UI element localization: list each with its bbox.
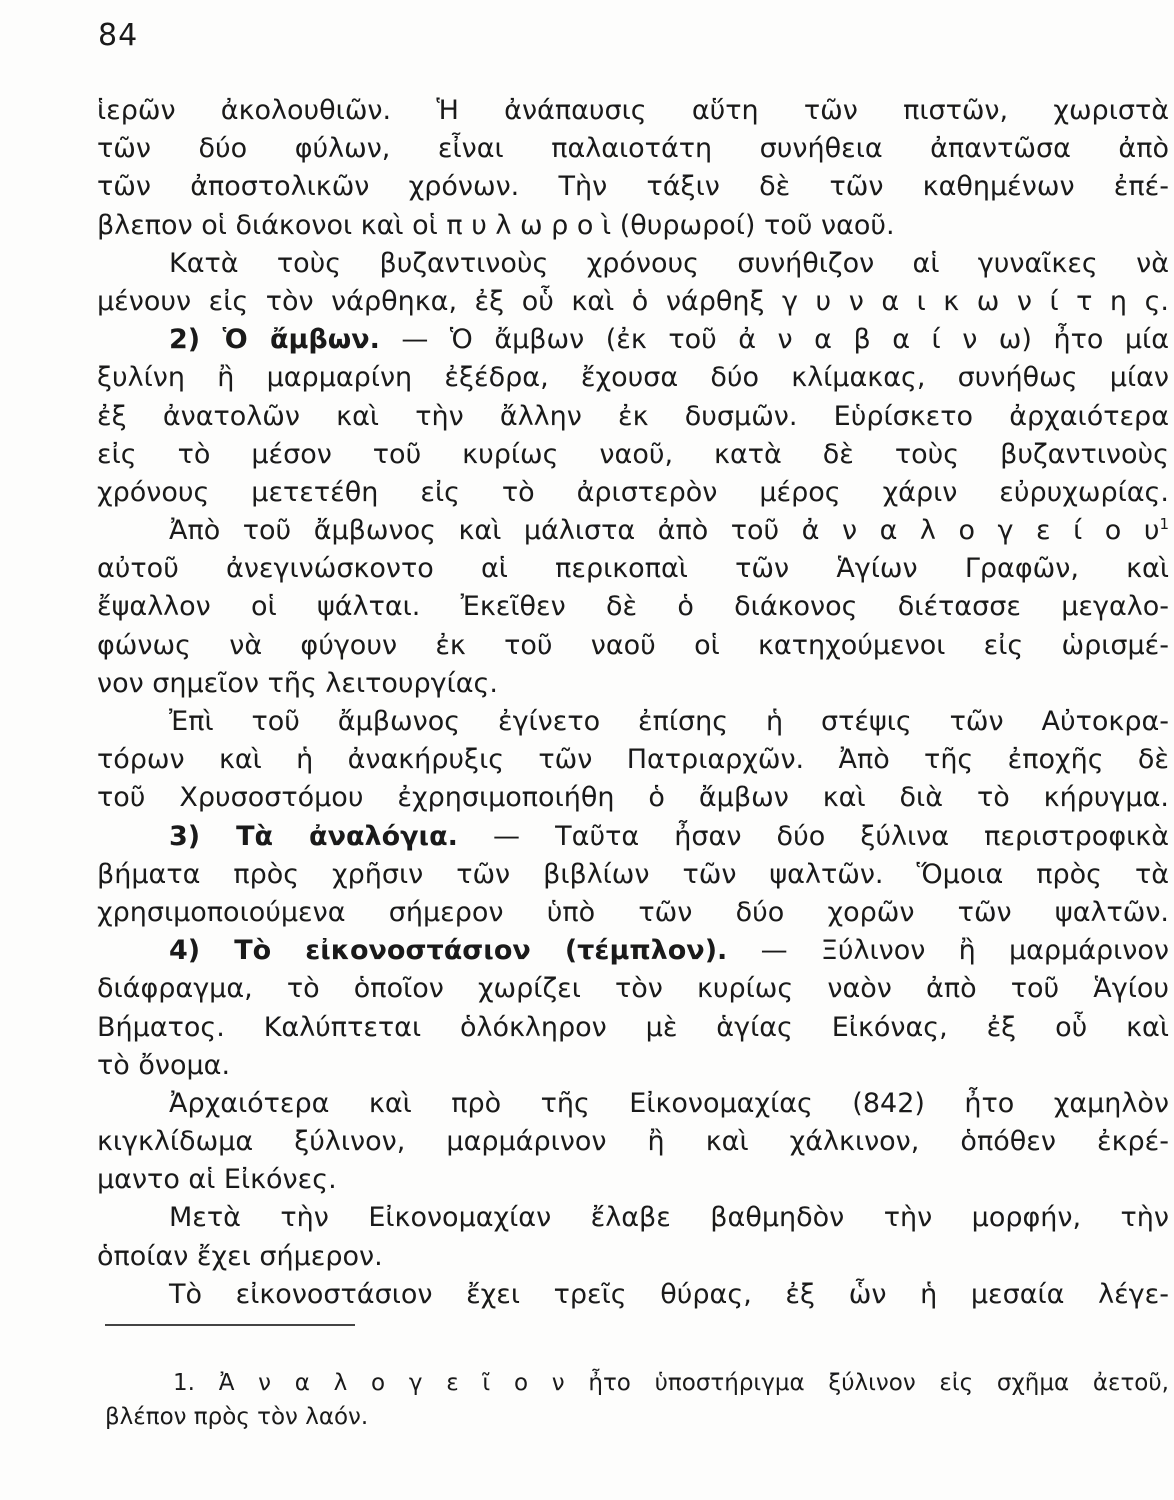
section-heading: 2) Ὁ ἄμβων. — [169, 324, 380, 356]
footnote-line: 1. Ἀ ν α λ ο γ ε ῖ ο ν ἦτο ὑποστήριγμα ξύλινον εἰς σχῆμα ἀετοῦ, — [173, 1370, 1169, 1396]
text-line: μένουν εἰς τὸν νάρθηκα, ἐξ οὗ καὶ ὁ νάρθηξ γ υ ν α ι κ ω ν ί τ η ς. — [97, 285, 1169, 317]
text-line: χρόνους μετετέθη εἰς τὸ ἀριστερὸν μέρος χάριν εὐρυχωρίας. — [97, 476, 1169, 508]
text-line: διάφραγμα, τὸ ὁποῖον χωρίζει τὸν κυρίως ναὸν ἀπὸ τοῦ Ἁγίου — [97, 973, 1169, 1005]
body-text — [97, 92, 1169, 1314]
text-line: εἰς τὸ μέσον τοῦ κυρίως ναοῦ, κατὰ δὲ τοὺς βυζαντινοὺς — [97, 438, 1169, 470]
section-heading-line — [97, 818, 1169, 856]
footnotes — [105, 1366, 1169, 1434]
text-line — [97, 512, 1169, 550]
text-run: — Ξύλινον ἢ μαρμάρινον — [760, 935, 1169, 967]
text-line: κιγκλίδωμα ξύλινον, μαρμάρινον ἢ καὶ χάλκινον, ὁπόθεν ἐκρέ- — [97, 1126, 1169, 1158]
text-run: — Ὁ ἄμβων (ἐκ τοῦ ἀ ν α β α ί ν ω) ἦτο μία — [401, 324, 1169, 356]
text-line: Τὸ εἰκονοστάσιον ἔχει τρεῖς θύρας, ἐξ ὧν ἡ μεσαία λέγε- — [169, 1278, 1169, 1310]
text-line: Ἀρχαιότερα καὶ πρὸ τῆς Εἰκονομαχίας (842) ἦτο χαμηλὸν — [169, 1087, 1169, 1119]
text-line: Κατὰ τοὺς βυζαντινοὺς χρόνους συνήθιζον αἱ γυναῖκες νὰ — [169, 247, 1169, 279]
text-line: ἔψαλλον οἱ ψάλται. Ἐκεῖθεν δὲ ὁ διάκονος διέτασσε μεγαλο- — [97, 591, 1169, 623]
text-line: τὸ ὄνομα. — [97, 1049, 231, 1081]
text-run: — Ταῦτα ἦσαν δύο ξύλινα περιστροφικὰ — [493, 820, 1169, 852]
text-line: μαντο αἱ Εἰκόνες. — [97, 1164, 337, 1196]
text-line: νον σημεῖον τῆς λειτουργίας. — [97, 667, 498, 699]
text-line: τόρων καὶ ἡ ἀνακήρυξις τῶν Πατριαρχῶν. Ἀπὸ τῆς ἐποχῆς δὲ — [97, 744, 1169, 776]
section-heading: 4) Τὸ εἰκονοστάσιον (τέμπλον). — [169, 935, 728, 967]
text-line: τῶν δύο φύλων, εἶναι παλαιοτάτη συνήθεια ἀπαντῶσα ἀπὸ — [97, 133, 1169, 165]
text-line: Ἐπὶ τοῦ ἄμβωνος ἐγίνετο ἐπίσης ἡ στέψις τῶν Αὐτοκρα- — [169, 706, 1169, 737]
text-line: ἱερῶν ἀκολουθιῶν. Ἡ ἀνάπαυσις αὕτη τῶν πιστῶν, χωριστὰ — [97, 95, 1169, 126]
section-heading: 3) Τὰ ἀναλόγια. — [169, 820, 458, 852]
text-line: τῶν ἀποστολικῶν χρόνων. Τὴν τάξιν δὲ τῶν καθημένων ἐπέ- — [97, 171, 1169, 203]
text-line: τοῦ Χρυσοστόμου ἐχρησιμοποιήθη ὁ ἄμβων καὶ διὰ τὸ κήρυγμα. — [97, 782, 1169, 814]
text-line: φώνως νὰ φύγουν ἐκ τοῦ ναοῦ οἱ κατηχούμενοι εἰς ὡρισμέ- — [97, 629, 1169, 661]
text-line: Μετὰ τὴν Εἰκονομαχίαν ἔλαβε βαθμηδὸν τὴν μορφήν, τὴν — [169, 1202, 1169, 1234]
footnote-divider — [105, 1324, 355, 1326]
section-heading-line — [97, 321, 1169, 359]
text-line: Βήματος. Καλύπτεται ὁλόκληρον μὲ ἁγίας Εἰκόνας, ἐξ οὗ καὶ — [97, 1011, 1169, 1043]
page-number: 84 — [98, 18, 139, 53]
text-line: ξυλίνη ἢ μαρμαρίνη ἐξέδρα, ἔχουσα δύο κλίμακας, συνήθως μίαν — [97, 362, 1169, 394]
section-heading-line — [97, 932, 1169, 970]
text-run: Ἀπὸ τοῦ ἄμβωνος καὶ μάλιστα ἀπὸ τοῦ ἀ ν α λ ο γ ε ί ο υ — [169, 515, 1160, 547]
text-line: βλεπον οἱ διάκονοι καὶ οἱ π υ λ ω ρ ο ὶ (θυρωροί) τοῦ ναοῦ. — [97, 209, 895, 241]
text-line: ὁποίαν ἔχει σήμερον. — [97, 1240, 383, 1272]
text-line: ἐξ ἀνατολῶν καὶ τὴν ἄλλην ἐκ δυσμῶν. Εὑρίσκετο ἀρχαιότερα — [97, 400, 1169, 432]
text-line: βήματα πρὸς χρῆσιν τῶν βιβλίων τῶν ψαλτῶν. Ὅμοια πρὸς τὰ — [97, 858, 1169, 890]
footnote-line: βλέπον πρὸς τὸν λαόν. — [105, 1404, 369, 1430]
text-line: αὐτοῦ ἀνεγινώσκοντο αἱ περικοπαὶ τῶν Ἁγίων Γραφῶν, καὶ — [97, 553, 1169, 585]
text-line: χρησιμοποιούμενα σήμερον ὑπὸ τῶν δύο χορῶν τῶν ψαλτῶν. — [97, 896, 1169, 928]
footnote-marker: 1 — [1159, 515, 1169, 534]
